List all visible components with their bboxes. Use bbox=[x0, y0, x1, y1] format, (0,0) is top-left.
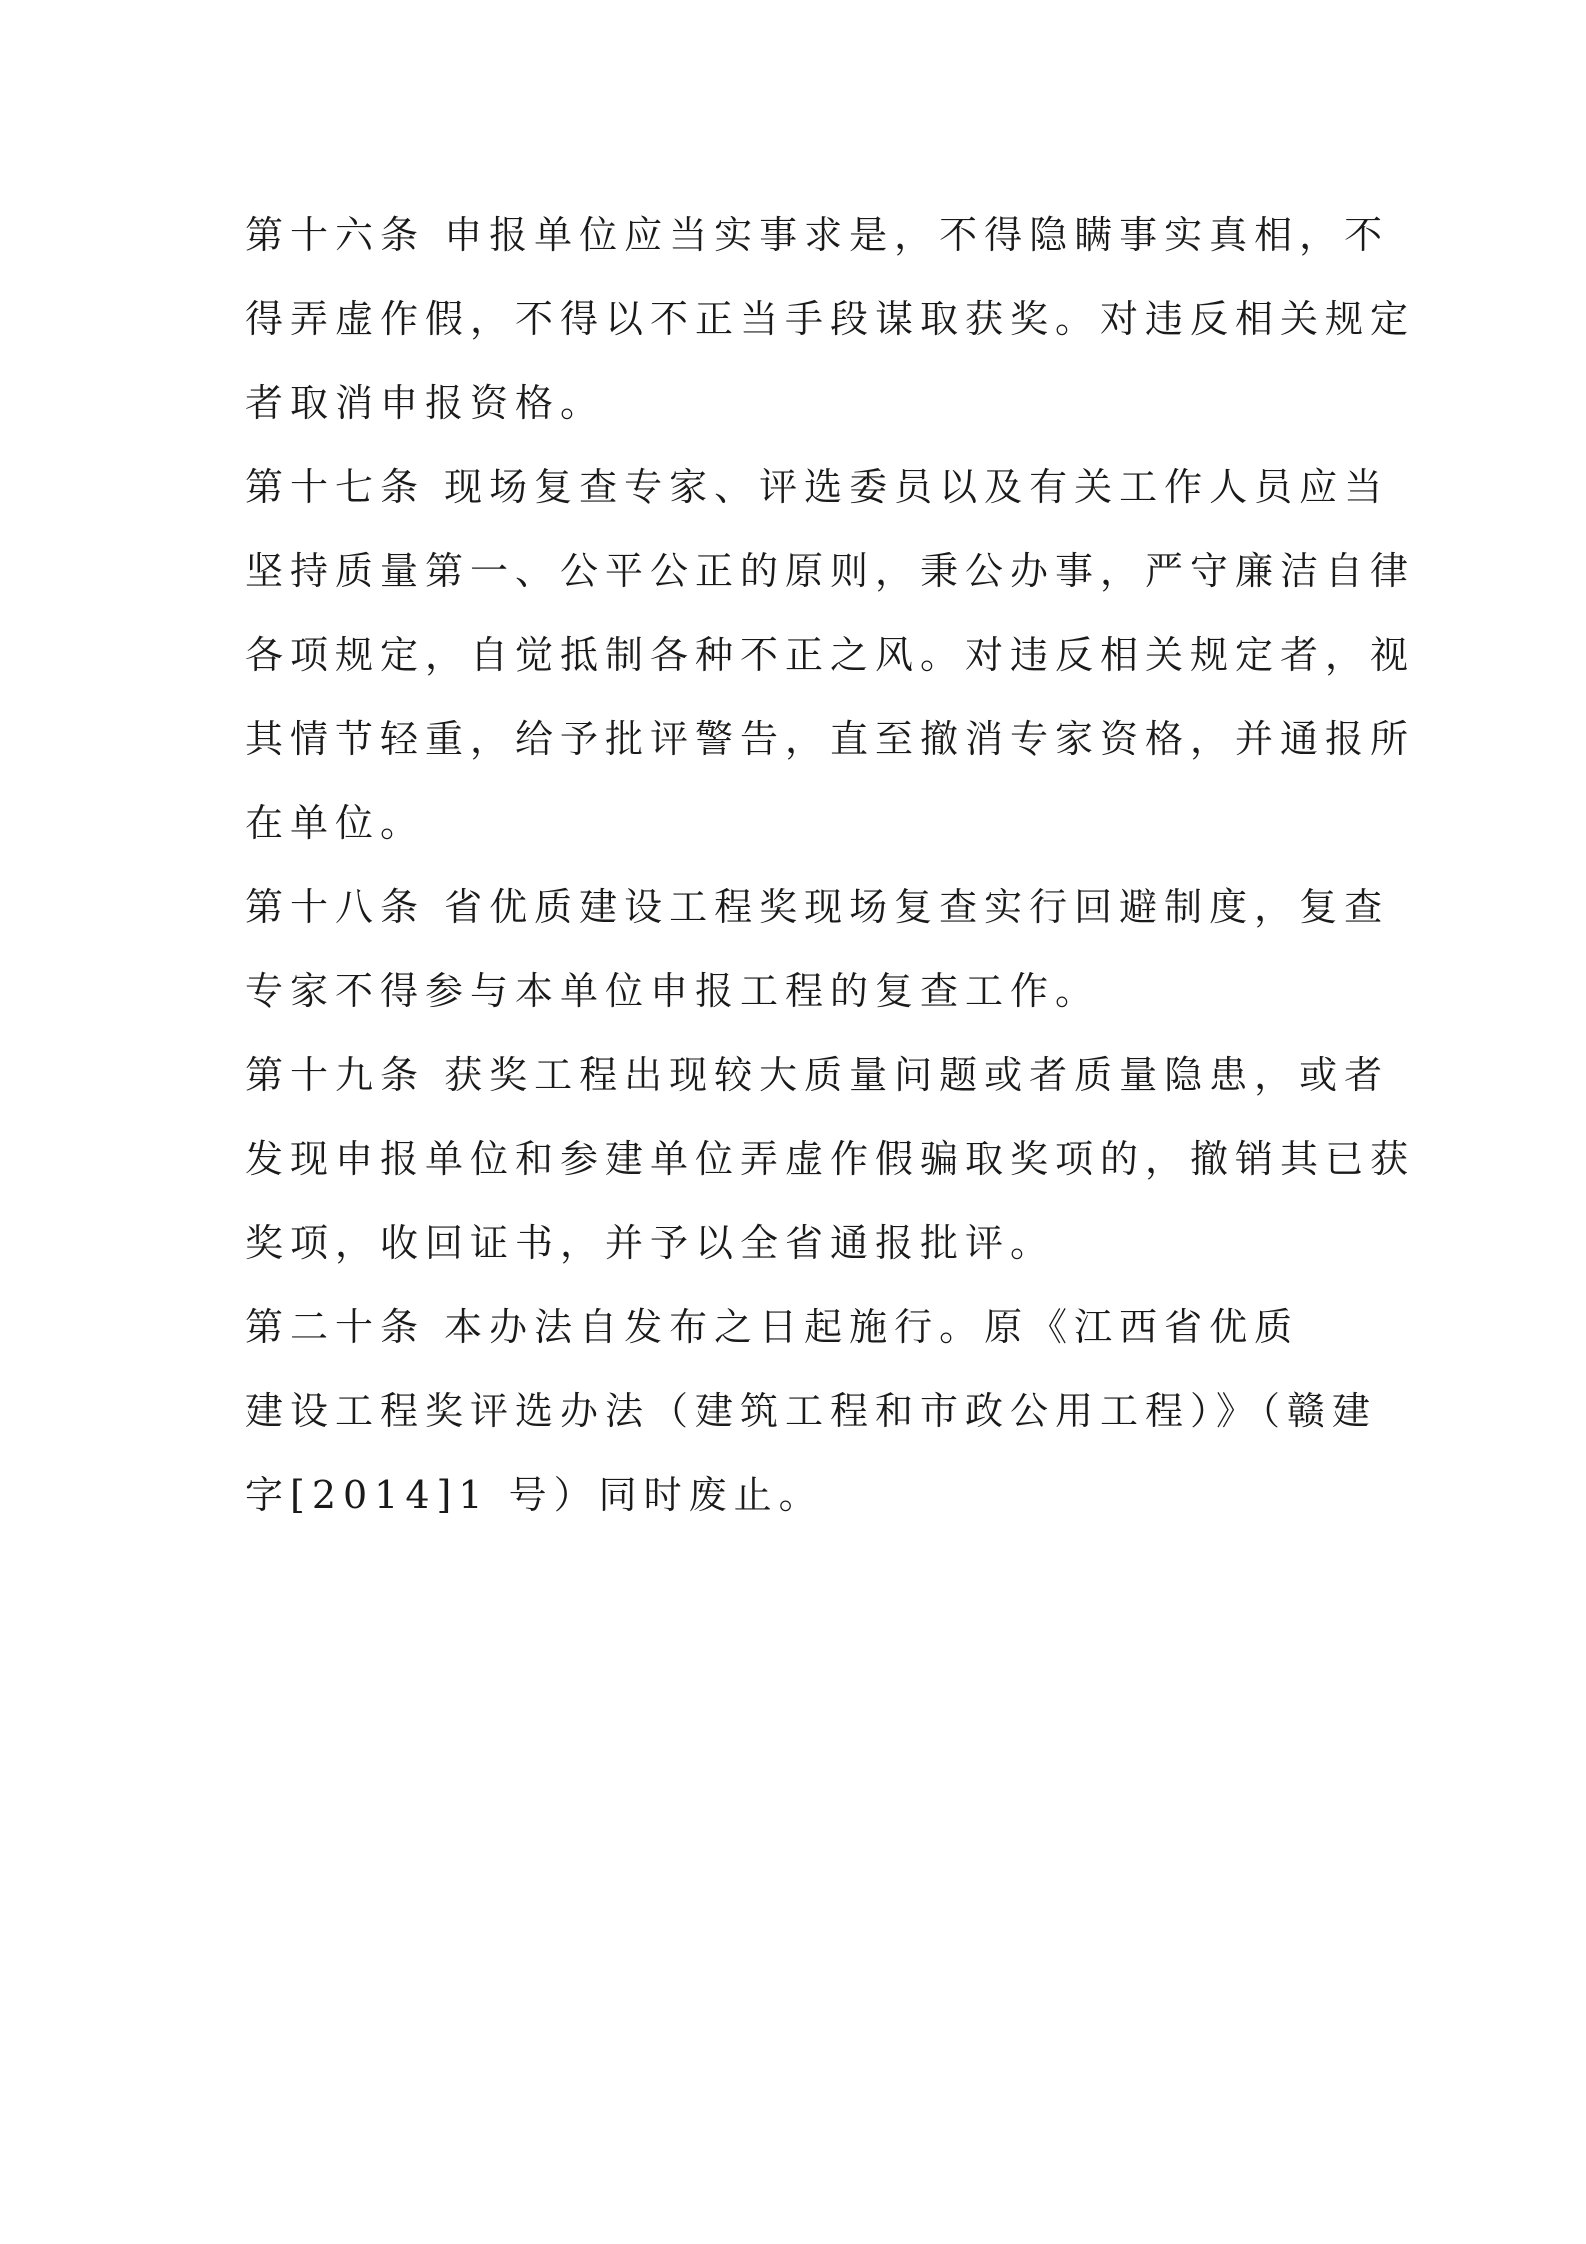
text-line: 者取消申报资格。 bbox=[245, 381, 606, 425]
text-line: 发现申报单位和参建单位弄虚作假骗取奖项的，撤销其已获 bbox=[245, 1137, 1416, 1181]
text-line: 建设工程奖评选办法（建筑工程和市政公用工程）》（赣建 bbox=[245, 1389, 1378, 1433]
text-line: 在单位。 bbox=[245, 801, 426, 845]
text-line: 第十七条 现场复查专家、评选委员以及有关工作人员应当 bbox=[245, 465, 1390, 509]
text-line: 各项规定，自觉抵制各种不正之风。对违反相关规定者，视 bbox=[245, 633, 1416, 677]
text-line: 得弄虚作假，不得以不正当手段谋取获奖。对违反相关规定 bbox=[245, 297, 1416, 341]
text-line: 其情节轻重，给予批评警告，直至撤消专家资格，并通报所 bbox=[245, 717, 1416, 761]
text-line: 第十九条 获奖工程出现较大质量问题或者质量隐患，或者 bbox=[245, 1053, 1390, 1097]
text-line: 第十八条 省优质建设工程奖现场复查实行回避制度，复查 bbox=[245, 885, 1390, 929]
text-line: 专家不得参与本单位申报工程的复查工作。 bbox=[245, 969, 1101, 1013]
text-line: 第二十条 本办法自发布之日起施行。原《江西省优质 bbox=[245, 1305, 1300, 1349]
text-line: 坚持质量第一、公平公正的原则，秉公办事，严守廉洁自律 bbox=[245, 549, 1416, 593]
text-line: 奖项，收回证书，并予以全省通报批评。 bbox=[245, 1221, 1056, 1265]
text-line: 字[2014]1 号）同时废止。 bbox=[245, 1473, 824, 1517]
text-line: 第十六条 申报单位应当实事求是，不得隐瞒事实真相，不 bbox=[245, 213, 1390, 257]
